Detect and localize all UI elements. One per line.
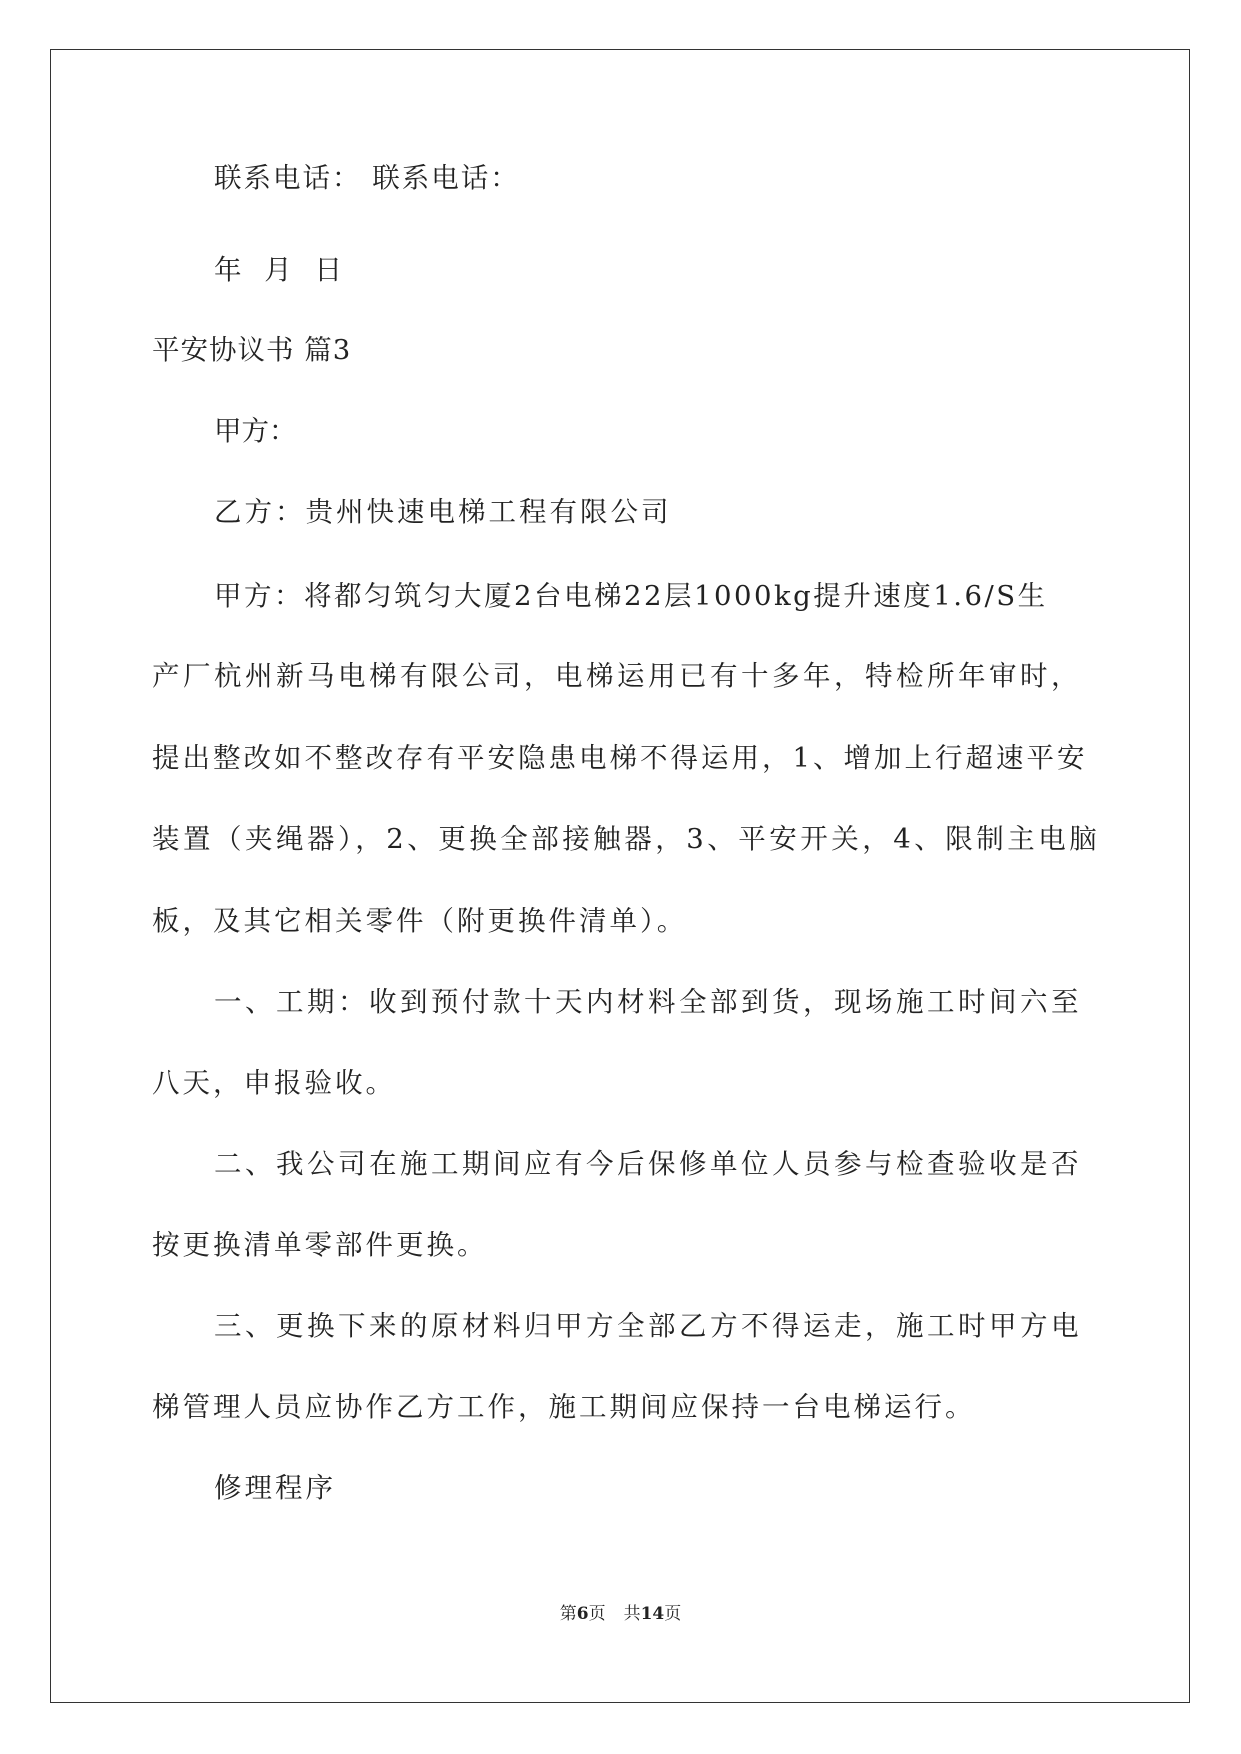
repair-procedure-heading: 修理程序 [214, 1472, 336, 1504]
page-border [50, 49, 1190, 1703]
party-b-line: 乙方：贵州快速电梯工程有限公司 [214, 496, 672, 528]
body-paragraph-line: 甲方：将都匀筑匀大厦2台电梯22层1000kg提升速度1.6/S生 [214, 580, 1048, 612]
page-number: 6 [576, 1604, 589, 1624]
page-suffix: 页 [588, 1604, 606, 1624]
clause-3-line: 梯管理人员应协作乙方工作，施工期间应保持一台电梯运行。 [152, 1391, 976, 1423]
total-suffix: 页 [664, 1604, 682, 1624]
clause-3-line: 三、更换下来的原材料归甲方全部乙方不得运走，施工时甲方电 [214, 1310, 1082, 1342]
clause-1-line: 八天，申报验收。 [152, 1067, 396, 1099]
section-heading: 平安协议书 篇3 [152, 334, 352, 366]
page-footer [0, 1602, 1241, 1626]
body-paragraph-line: 板，及其它相关零件（附更换件清单）。 [152, 905, 688, 937]
clause-2-line: 按更换清单零部件更换。 [152, 1229, 488, 1261]
total-prefix: 共 [623, 1604, 641, 1624]
date-line: 年 月 日 [214, 254, 342, 286]
clause-2-line: 二、我公司在施工期间应有今后保修单位人员参与检查验收是否 [214, 1148, 1082, 1180]
body-paragraph-line: 产厂杭州新马电梯有限公司，电梯运用已有十多年，特检所年审时， [152, 660, 1082, 692]
clause-1-line: 一、工期：收到预付款十天内材料全部到货，现场施工时间六至 [214, 986, 1082, 1018]
body-paragraph-line: 提出整改如不整改存有平安隐患电梯不得运用，1、增加上行超速平安 [152, 742, 1088, 774]
page-prefix: 第 [559, 1604, 577, 1624]
total-pages: 14 [640, 1604, 665, 1624]
party-a-label: 甲方： [214, 415, 297, 447]
body-paragraph-line: 装置（夹绳器），2、更换全部接触器，3、平安开关，4、限制主电脑 [152, 823, 1101, 855]
contact-phone-line: 联系电话： 联系电话： [214, 162, 520, 194]
